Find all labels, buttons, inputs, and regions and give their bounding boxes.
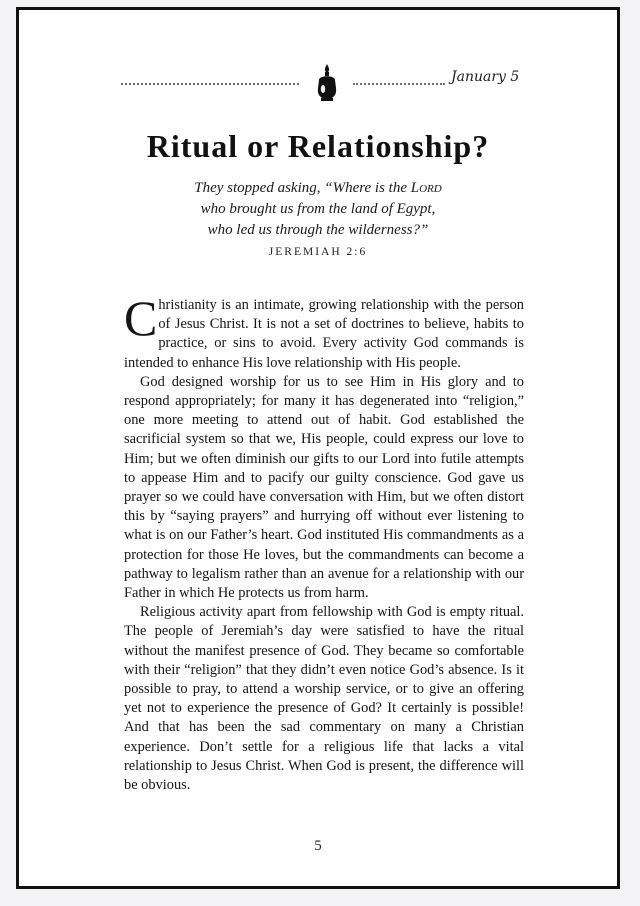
page-number: 5 (314, 838, 322, 854)
paragraph-2: God designed worship for us to see Him in His glory and to respond appropriately; for many it has degenerated into “religion,” one more meeting to attend out of habit. God established the sacrificial system so that we, His people, could express our love to Him; but we often diminish our gifts to our Lord into futile attempts to appease Him and to pacify our guilty conscience. God gave us prayer so we could have conversation with Him, but we often distort this by “saying prayers” and hurrying off without ever listening to what is on our Father’s heart. God instituted His commandments as a protection for those He loves, but the commandments can become a pathway to legalism rather than an avenue for a relationship with our Father in which He protects us from harm. (124, 373, 524, 602)
page-date: January 5 (451, 69, 520, 85)
verse-line-1-text: They stopped asking, “Where is the (194, 180, 411, 196)
page-header (121, 62, 551, 102)
page-title: Ritual or Relationship? (146, 128, 490, 164)
verse-line-1 (19, 178, 617, 199)
paragraph-1 (124, 290, 524, 373)
scripture-reference: JEREMIAH 2:6 (268, 246, 368, 258)
paragraph-1-text: hristianity is an intimate, growing relationship with the person of Jesus Christ. It is not a set of doctrines to believe, habits to practice, or sins to avoid. Every activity God commands is intended to enhance His love relationship with His people. (124, 297, 524, 371)
page-frame (16, 7, 620, 889)
paragraph-3: Religious activity apart from fellowship with God is empty ritual. The people of Jeremiah’s day were satisfied to have the ritual without the manifest presence of God. They became so comfortable with their “religion” that they didn’t even notice God’s absence. Is it possible to pray, to attend a worship service, or to give an offering yet not to experience the presence of God? It certainly is possible! And that has been the sad commentary on many a Christian experience. Don’t settle for a religious life that lacks a vital relationship to Jesus Christ. When God is present, the difference will be obvious. (124, 604, 524, 794)
dotted-rule-right (353, 83, 445, 85)
devotional-body (124, 290, 524, 795)
dotted-rule-left (121, 83, 299, 85)
verse-lord: Lord (410, 180, 442, 196)
drop-cap: C (124, 290, 158, 346)
scripture-quote (19, 178, 617, 241)
verse-line-2: who brought us from the land of Egypt, (200, 201, 436, 217)
verse-line-3: who led us through the wilderness?” (207, 222, 429, 238)
oil-lamp-icon (307, 62, 347, 102)
